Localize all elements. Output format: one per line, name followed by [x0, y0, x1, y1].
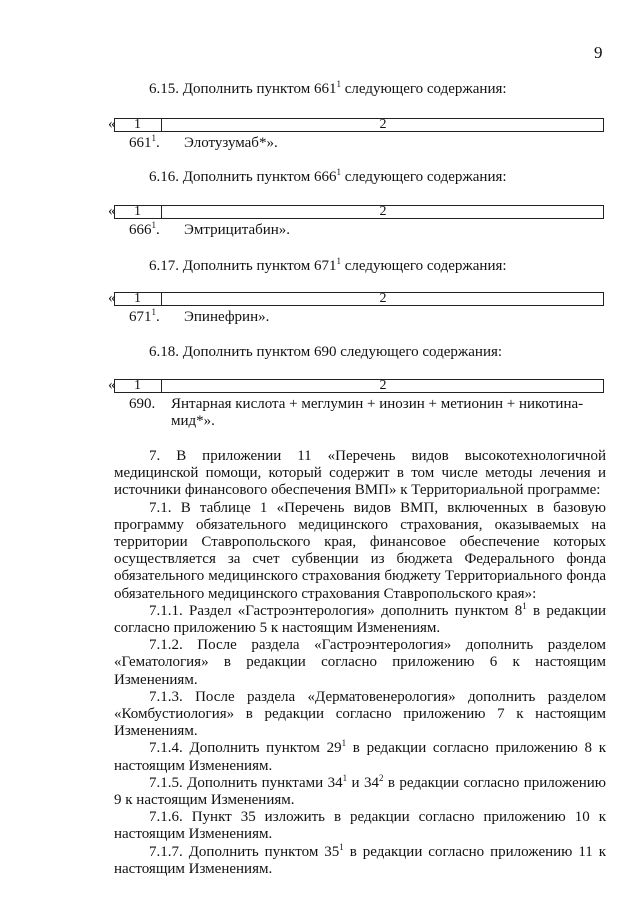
opening-quote: « [108, 290, 116, 306]
section-heading-6-16: 6.16. Дополнить пунктом $666^1$ следующего содержания: [149, 167, 507, 185]
list-item-661-1: $661^1$. Элотузумаб*». [129, 133, 278, 151]
column-1-header: 1 [114, 292, 162, 306]
paragraph-7-1-2: 7.1.2. После раздела «Гастроэнтерология» дополнить разделом «Гематология» в редакции согласно приложению 6 к настоящим Изменениям. [114, 637, 606, 688]
list-item-690-continuation: мид*». [171, 413, 215, 429]
column-1-header: 1 [114, 205, 162, 219]
paragraph-7-1: 7.1. В таблице 1 «Перечень видов ВМП, включенных в базовую программу обязательного медицинского страхования, оказываемых на территории Ставропольского края, финансовое обеспечение которых осуществляется за счет субвенции из бюджета Федерального фонда обязательного медицинского страхования бюджету Территориального фонда обязательного медицинского страхования Ставропольского края»: [114, 499, 606, 602]
body-text [114, 448, 606, 878]
opening-quote: « [108, 116, 116, 132]
paragraph-7-1-1: 7.1.1. Раздел «Гастроэнтерология» дополнить пунктом $8^1$ в редакции согласно приложению 5 к настоящим Изменениям. [114, 600, 607, 637]
column-1-header: 1 [114, 379, 162, 393]
column-2-header: 2 [379, 204, 387, 219]
paragraph-7-1-7: 7.1.7. Дополнить пунктом $35^1$ в редакции согласно приложению 11 к настоящим Изменениям. [114, 841, 606, 877]
section-heading-6-15: 6.15. Дополнить пунктом $661^1$ следующего содержания: [149, 79, 507, 97]
table-header-6-18 [108, 377, 604, 394]
opening-quote: « [108, 203, 116, 219]
list-item-666-1: $666^1$. Эмтрицитабин». [129, 220, 291, 238]
paragraph-7-1-3: 7.1.3. После раздела «Дерматовенерология» дополнить разделом «Комбустиология» в редакции согласно приложению 7 к настоящим Изменениям. [114, 688, 606, 740]
table-header-6-16 [108, 203, 604, 220]
paragraph-7-1-5: 7.1.5. Дополнить пунктами $34^1$ и $34^2$ в редакции согласно приложению 9 к настоящим Изменениям. [114, 772, 606, 809]
paragraph-7-1-6: 7.1.6. Пункт 35 изложить в редакции согласно приложению 10 к настоящим Изменениям. [114, 809, 606, 843]
paragraph-7: 7. В приложении 11 «Перечень видов высокотехнологичной медицинской помощи, который содержит в том числе методы лечения и источники финансового обеспечения ВМП» к Территориальной программе: [114, 448, 606, 499]
section-heading-6-18: 6.18. Дополнить пунктом 690 следующего содержания: [149, 344, 503, 360]
page-number: 9 [594, 43, 603, 62]
list-item-671-1: $671^1$. Эпинефрин». [129, 307, 270, 325]
paragraph-7-1-4: 7.1.4. Дополнить пунктом $29^1$ в редакции согласно приложению 8 к настоящим Изменениям. [114, 738, 606, 774]
column-1-header: 1 [114, 118, 162, 132]
column-2-header: 2 [379, 291, 387, 306]
section-heading-6-17: 6.17. Дополнить пунктом $671^1$ следующего содержания: [149, 256, 507, 274]
column-2-header: 2 [379, 378, 387, 393]
list-item-690: 690. Янтарная кислота + меглумин + инозин + метионин + никотина- [129, 396, 584, 412]
table-header-6-15 [108, 116, 604, 133]
opening-quote: « [108, 377, 116, 393]
column-2-header: 2 [379, 117, 387, 132]
table-header-6-17 [108, 290, 604, 307]
